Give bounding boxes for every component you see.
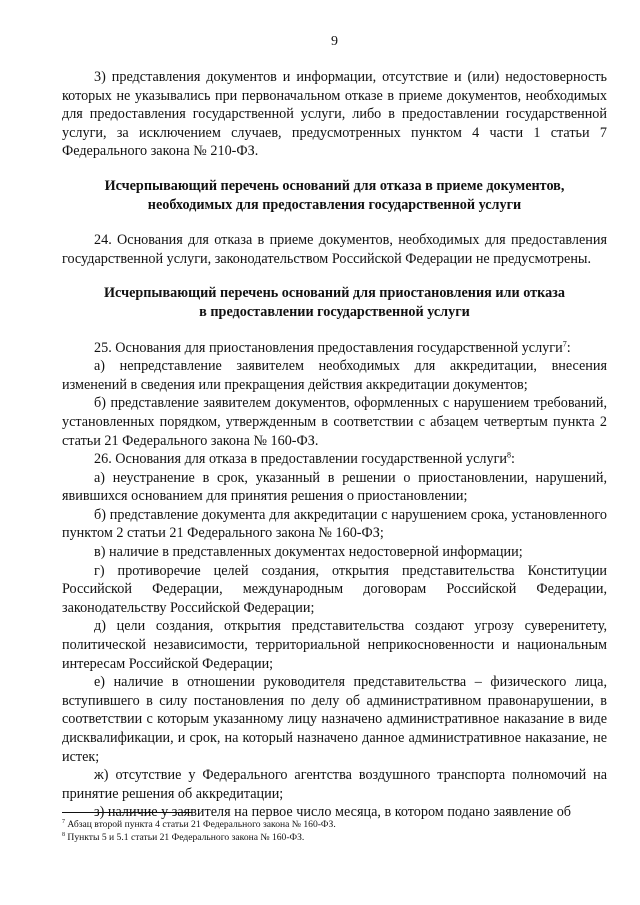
footnote-divider: [62, 812, 192, 813]
heading-line: необходимых для предоставления государственной услуги: [147, 196, 522, 213]
list-item: е) наличие в отношении руководителя представительства – физического лица, вступившего в силу постановления по делу об административном правонарушении, в соответствии с которым указанному лицу назначено административное наказание в виде дисквалификации, и срок, на который назначено данное административное наказание, не истек;: [62, 674, 607, 765]
heading-refusal-accept: [62, 177, 607, 214]
heading-line: в предоставлении государственной услуги: [199, 303, 470, 320]
paragraph-24: 24. Основания для отказа в приеме документов, необходимых для предоставления государственной услуги, законодательством Российской Федерации не предусмотрены.: [62, 232, 607, 267]
list-item: ж) отсутствие у Федерального агентства воздушного транспорта полномочий на принятие решения об аккредитации;: [62, 767, 607, 802]
footnote-8: [62, 831, 607, 844]
paragraph-23-3: 3) представления документов и информации, отсутствие и (или) недостоверность которых не указывались при первоначальном отказе в приеме документов, необходимых для предоставления государственной услуги, либо в предоставлении государственной услуги, за исключением случаев, предусмотренных пунктом 4 части 1 статьи 7 Федерального закона № 210-ФЗ.: [62, 69, 607, 160]
list-item: з) наличие у заявителя на первое число месяца, в котором подано заявление об: [94, 804, 572, 821]
footnote-mark: 8: [62, 831, 65, 838]
list-item: а) неустранение в срок, указанный в решении о приостановлении, нарушений, явившихся основанием для принятия решения о приостановлении;: [62, 469, 607, 505]
footnote-7: [62, 818, 607, 831]
heading-line: Исчерпывающий перечень оснований для отказа в приеме документов,: [104, 177, 565, 194]
footnote-ref-7: 7: [562, 338, 567, 348]
paragraph-26-text: 26. Основания для отказа в предоставлении государственной услуги: [94, 451, 508, 468]
footnotes: [62, 812, 607, 844]
list-item: г) противоречие целей создания, открытия представительства Конституции Российской Федерации, международным договорам Российской Федерации, законодательству Российской Федерации;: [62, 562, 607, 616]
list-item: в) наличие в представленных документах недостоверной информации;: [94, 544, 523, 561]
footnote-text: Пункты 5 и 5.1 статьи 21 Федерального закона № 160-ФЗ.: [65, 832, 305, 843]
paragraph-25-a: а) непредставление заявителем необходимых для аккредитации, внесения изменений в сведения или прекращения действия аккредитации документов;: [62, 358, 607, 393]
paragraph-25: [62, 339, 607, 358]
page-number: 9: [331, 34, 338, 49]
heading-suspension-refusal: [62, 284, 607, 321]
footnote-text: Абзац второй пункта 4 статьи 21 Федерального закона № 160-ФЗ.: [65, 819, 336, 830]
heading-line: Исчерпывающий перечень оснований для приостановления или отказа: [104, 285, 565, 302]
paragraph-25-text: 25. Основания для приостановления предоставления государственной услуги: [94, 339, 563, 356]
paragraph-26: [62, 450, 607, 469]
footnote-ref-8: 8: [507, 450, 512, 460]
paragraph-25-b: б) представление заявителем документов, оформленных с нарушением требований, установленных порядком, утвержденным в соответствии с абзацем четвертым пункта 2 статьи 21 Федерального закона № 160-ФЗ.: [62, 395, 607, 449]
list-item: д) цели создания, открытия представительства создают угрозу суверенитету, политической независимости, территориальной неприкосновенности и национальным интересам Российской Федерации;: [62, 618, 607, 672]
footnote-mark: 7: [62, 818, 65, 825]
paragraph-25-colon: :: [566, 339, 571, 356]
list-item: б) представление документа для аккредитации с нарушением срока, установленного пунктом 2 статьи 21 Федерального закона № 160-ФЗ;: [62, 506, 607, 542]
paragraph-26-colon: :: [511, 451, 515, 468]
